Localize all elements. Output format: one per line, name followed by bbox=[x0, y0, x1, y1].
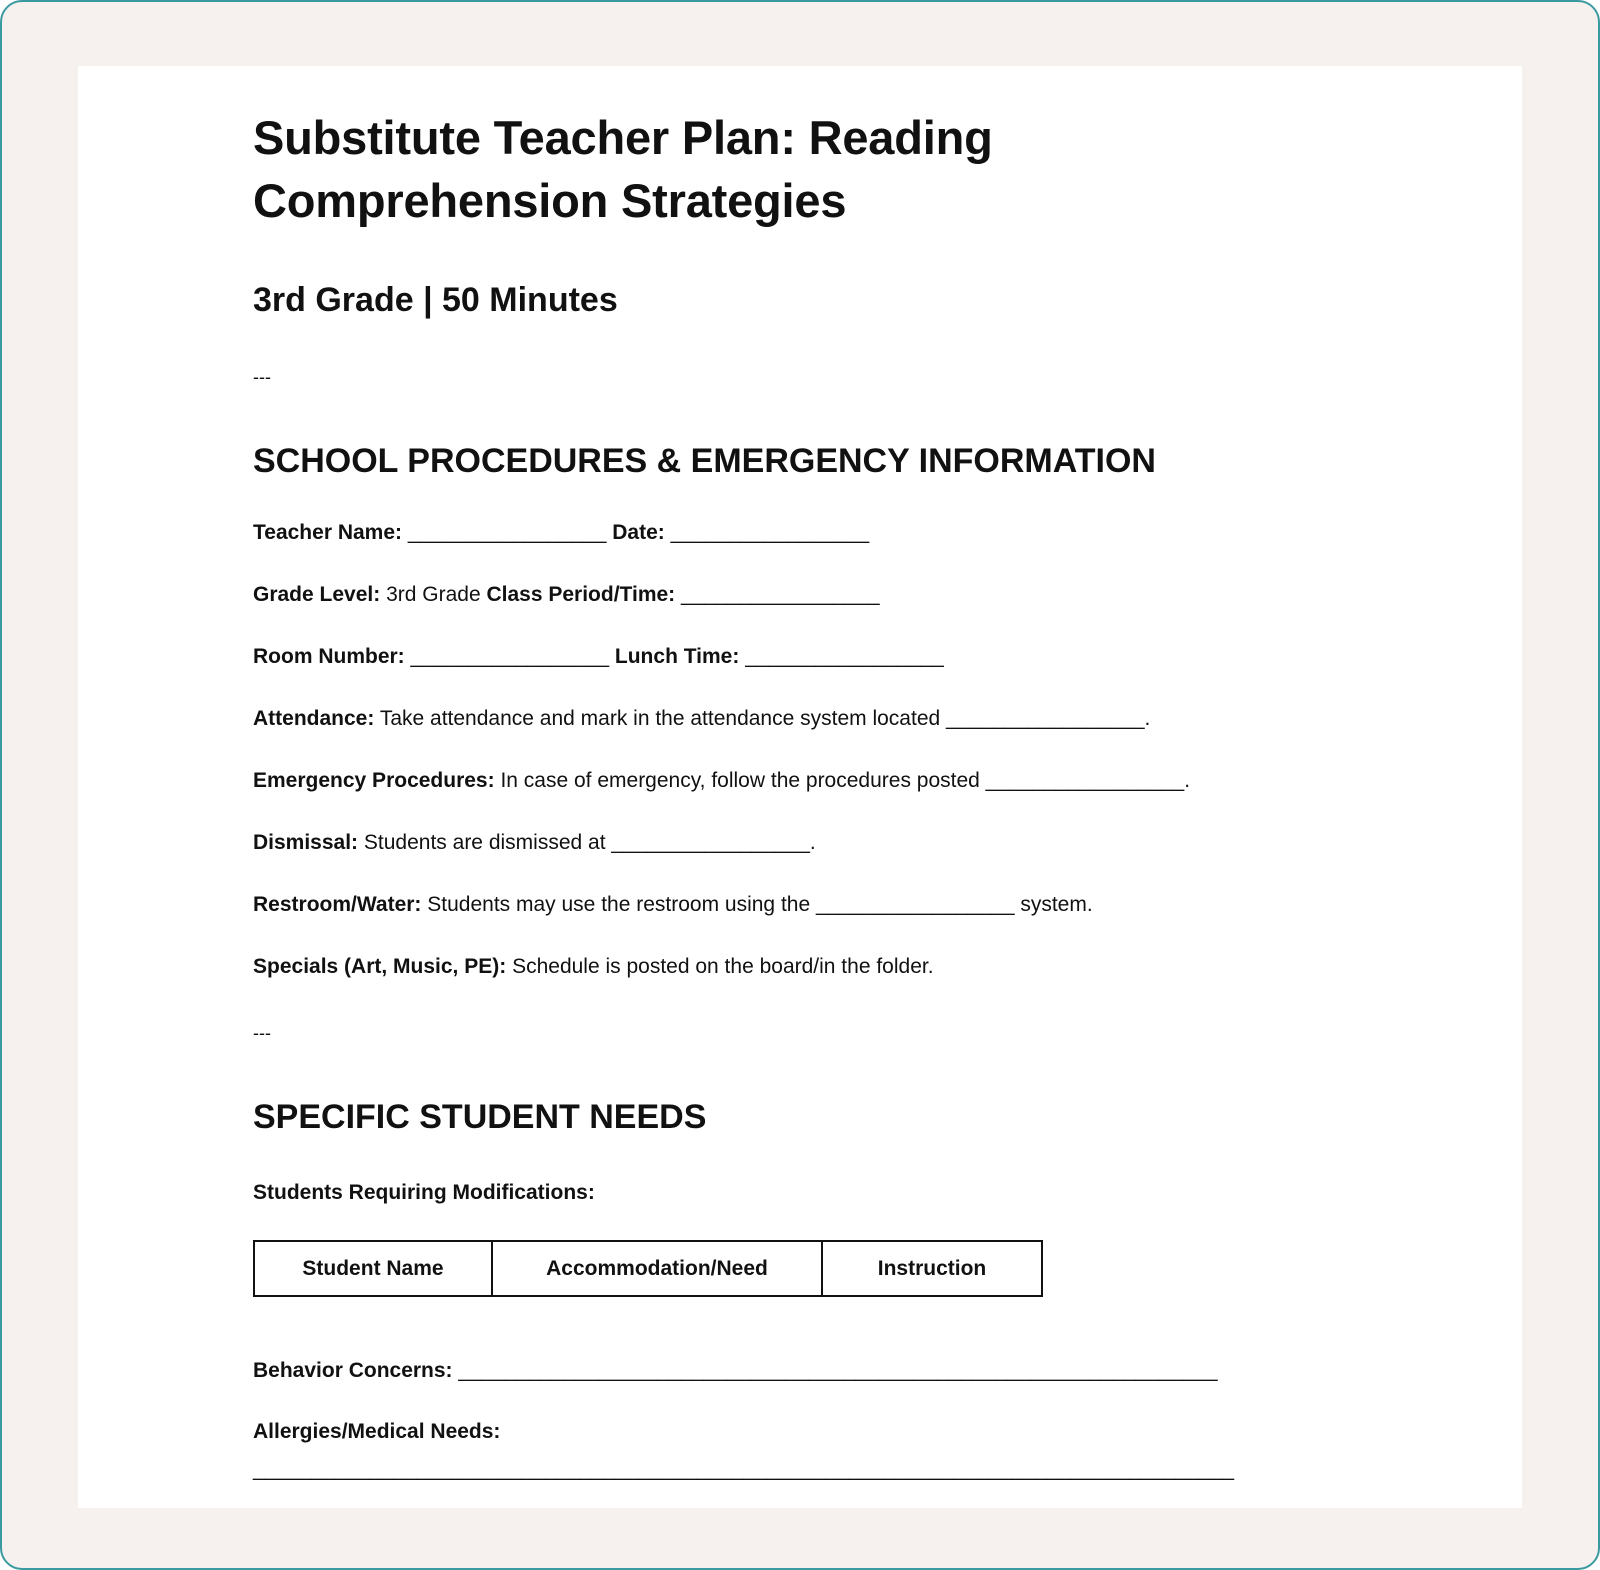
emergency-text: In case of emergency, follow the procedures posted _________________. bbox=[500, 769, 1191, 792]
attendance-text: Take attendance and mark in the attendance system located _________________. bbox=[379, 707, 1151, 730]
room-lunch-line bbox=[253, 643, 1403, 671]
dismissal-label: Dismissal: bbox=[253, 831, 359, 854]
behavior-label: Behavior Concerns: bbox=[253, 1359, 453, 1382]
specials-label: Specials (Art, Music, PE): bbox=[253, 955, 507, 978]
attendance-line bbox=[253, 705, 1403, 733]
room-number-blank: _________________ bbox=[410, 645, 610, 668]
class-period-blank: _________________ bbox=[681, 583, 880, 606]
specials-line bbox=[253, 953, 1403, 981]
room-number-label: Room Number: bbox=[253, 645, 405, 668]
modifications-table bbox=[253, 1240, 1043, 1297]
class-period-label: Class Period/Time: bbox=[486, 583, 676, 606]
date-label: Date: bbox=[612, 521, 665, 544]
procedures-heading: SCHOOL PROCEDURES & EMERGENCY INFORMATION bbox=[253, 442, 1156, 480]
teacher-date-line bbox=[253, 519, 1403, 547]
modifications-label: Students Requiring Modifications: bbox=[253, 1181, 595, 1204]
column-header-student-name: Student Name bbox=[254, 1241, 492, 1296]
behavior-blank: _________________________________________________________________ bbox=[458, 1359, 1218, 1382]
document-title: Substitute Teacher Plan: Reading Comprehension Strategies bbox=[253, 111, 993, 227]
date-blank: _________________ bbox=[670, 521, 870, 544]
section-separator: --- bbox=[253, 1023, 271, 1043]
restroom-text: Students may use the restroom using the _________________ system. bbox=[427, 893, 1093, 916]
allergies-label: Allergies/Medical Needs: bbox=[253, 1420, 501, 1443]
document-content bbox=[253, 106, 1403, 1484]
lunch-time-blank: _________________ bbox=[745, 645, 944, 668]
attendance-label: Attendance: bbox=[253, 707, 375, 730]
specials-text: Schedule is posted on the board/in the folder. bbox=[512, 955, 934, 978]
restroom-line bbox=[253, 891, 1403, 919]
lunch-time-label: Lunch Time: bbox=[614, 645, 740, 668]
teacher-name-label: Teacher Name: bbox=[253, 521, 403, 544]
table-header-row bbox=[254, 1241, 1042, 1296]
document-page bbox=[78, 66, 1522, 1508]
allergies-blank: ____________________________________________________________________________________ bbox=[253, 1458, 1235, 1481]
document-subtitle: 3rd Grade | 50 Minutes bbox=[253, 281, 618, 319]
dismissal-text: Students are dismissed at _________________. bbox=[363, 831, 816, 854]
emergency-line bbox=[253, 767, 1403, 795]
dismissal-line bbox=[253, 829, 1403, 857]
grade-level-label: Grade Level: bbox=[253, 583, 381, 606]
teacher-name-blank: _________________ bbox=[407, 521, 607, 544]
behavior-line bbox=[253, 1357, 1403, 1385]
grade-class-line bbox=[253, 581, 1403, 609]
emergency-label: Emergency Procedures: bbox=[253, 769, 495, 792]
restroom-label: Restroom/Water: bbox=[253, 893, 422, 916]
section-separator: --- bbox=[253, 367, 271, 387]
student-needs-heading: SPECIFIC STUDENT NEEDS bbox=[253, 1098, 707, 1136]
column-header-instruction: Instruction bbox=[822, 1241, 1042, 1296]
grade-level-value: 3rd Grade bbox=[386, 583, 481, 606]
column-header-accommodation: Accommodation/Need bbox=[492, 1241, 822, 1296]
